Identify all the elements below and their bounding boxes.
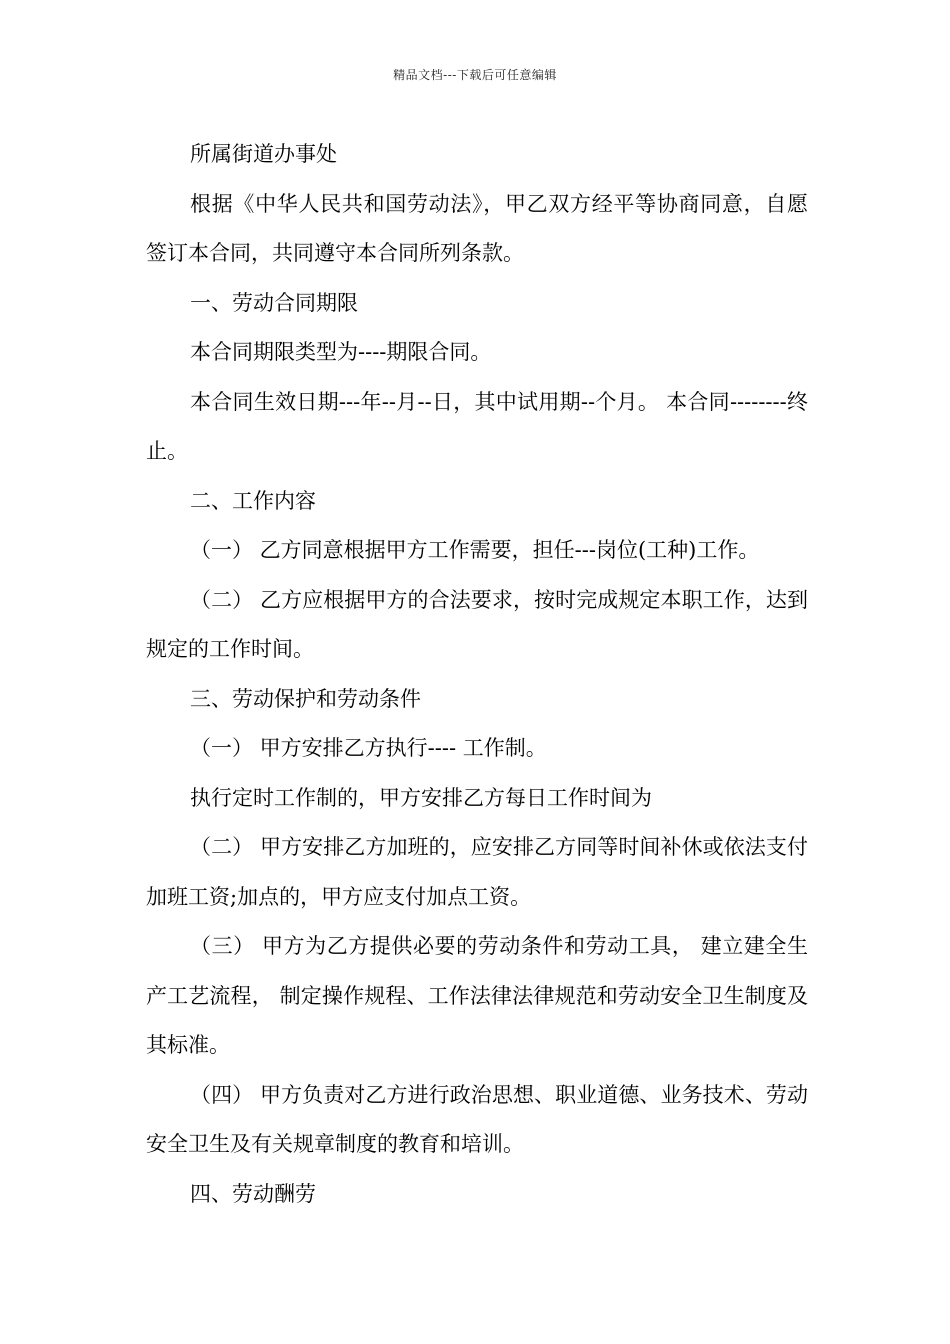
paragraph-intro: 根据《中华人民共和国劳动法》，甲乙双方经平等协商同意，自愿签订本合同，共同遵守本合同所列条款。 — [146, 191, 808, 265]
paragraph-office: 所属街道办事处 — [190, 142, 337, 166]
paragraph-protection-4: （四） 甲方负责对乙方进行政治思想、职业道德、业务技术、劳动安全卫生及有关规章制度的教育和培训。 — [146, 1082, 808, 1156]
section-heading-term: 一、劳动合同期限 — [190, 290, 358, 315]
paragraph-term-type: 本合同期限类型为----期限合同。 — [190, 340, 492, 364]
page-header: 精品文档---下载后可任意编辑 — [393, 68, 557, 82]
paragraph-fixed-hours: 执行定时工作制的，甲方安排乙方每日工作时间为 — [190, 785, 652, 810]
paragraph-protection-3: （三） 甲方为乙方提供必要的劳动条件和劳动工具， 建立建全生产工艺流程， 制定操作规程、工作法律法律规范和劳动安全卫生制度及其标准。 — [146, 934, 808, 1057]
paragraph-protection-1: （一） 甲方安排乙方执行---- 工作制。 — [190, 736, 547, 760]
paragraph-work-2: （二） 乙方应根据甲方的合法要求，按时完成规定本职工作，达到规定的工作时间。 — [146, 587, 808, 661]
paragraph-protection-2: （二） 甲方安排乙方加班的，应安排乙方同等时间补休或依法支付加班工资;加点的，甲方应支付加点工资。 — [146, 835, 808, 909]
document-body — [146, 130, 808, 1219]
section-heading-work: 二、工作内容 — [190, 488, 316, 513]
paragraph-effective-date: 本合同生效日期---年--月--日，其中试用期--个月。 本合同--------终止。 — [146, 389, 808, 463]
section-heading-pay: 四、劳动酬劳 — [190, 1181, 316, 1206]
section-heading-protection: 三、劳动保护和劳动条件 — [190, 686, 421, 711]
paragraph-work-1: （一） 乙方同意根据甲方工作需要，担任---岗位(工种)工作。 — [190, 538, 760, 562]
